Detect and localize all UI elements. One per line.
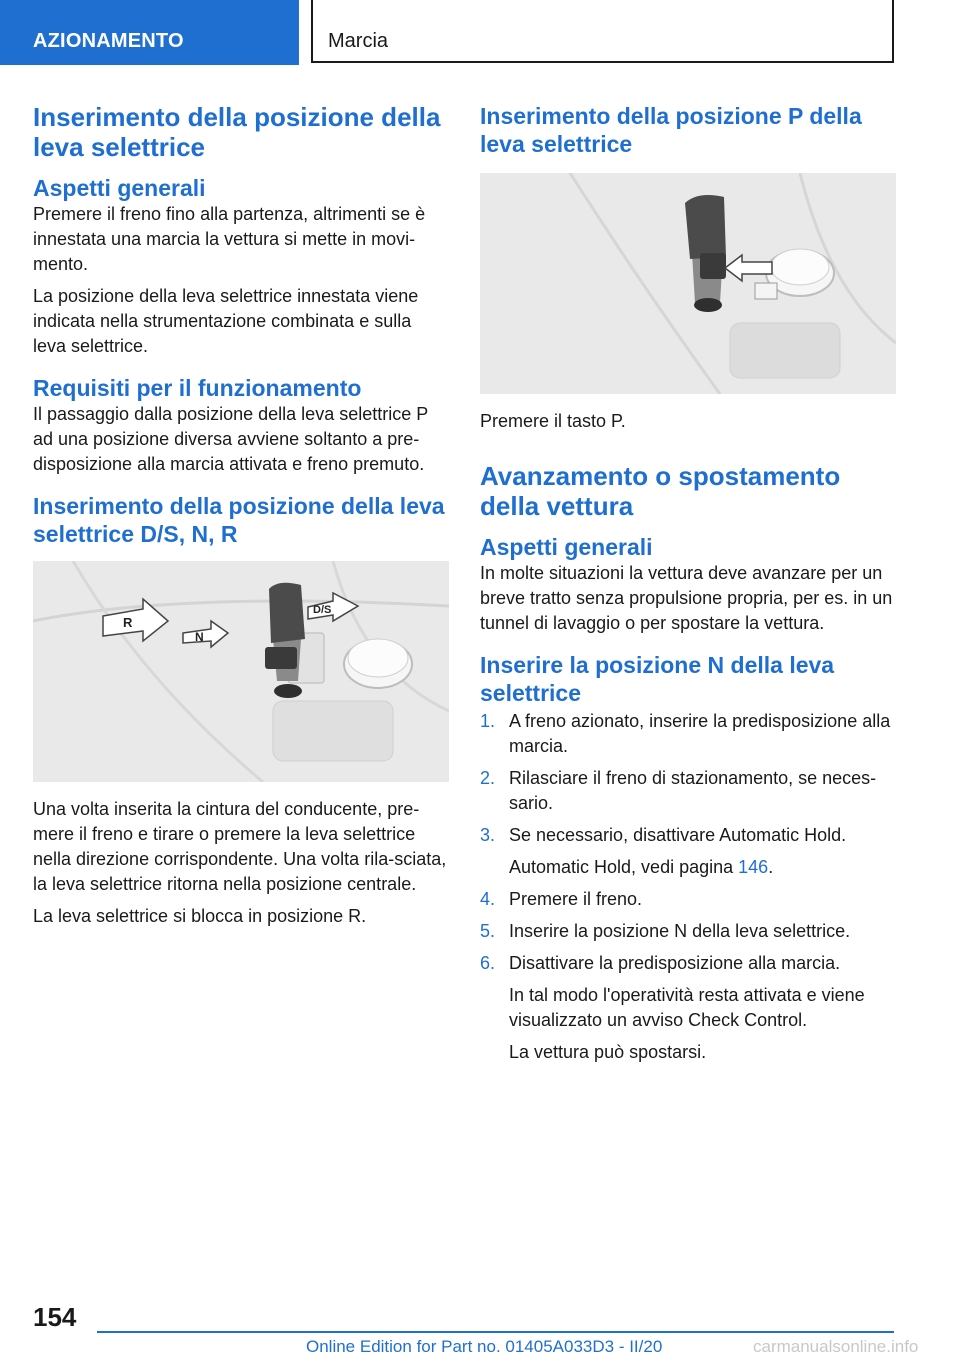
- step-text: Premere il freno.: [509, 889, 643, 909]
- section-heading-selector: Inserimento della posizione della leva selettrice: [33, 102, 441, 162]
- heading-dsnr: Inserimento della posizione della leva selettrice D/S, N, R: [33, 493, 445, 547]
- step-item: [480, 887, 896, 912]
- label-r: R: [123, 615, 133, 630]
- step-item: [480, 766, 896, 816]
- label-n: N: [195, 630, 204, 644]
- footer-watermark: carmanualsonline.info: [753, 1337, 919, 1356]
- step-text: Se necessario, disattivare Automatic Hold.: [509, 825, 847, 845]
- paragraph-general-1: Premere il freno fino alla partenza, altrimenti se è innestata una marcia la vettura si mette in movi‐mento.: [33, 204, 426, 274]
- heading-moving-general: Aspetti generali: [480, 534, 653, 560]
- step-note-suffix: .: [768, 857, 774, 877]
- page-number: 154: [33, 1302, 77, 1332]
- step-number: 4.: [480, 889, 496, 909]
- step-text: Disattivare la predisposizione alla marcia.: [509, 953, 841, 973]
- step-number: 3.: [480, 825, 496, 845]
- step-number: 1.: [480, 711, 496, 731]
- gear-selector-dsnr-illustration: [33, 561, 449, 782]
- step-text: Rilasciare il freno di stazionamento, se neces‐sario.: [509, 768, 877, 813]
- step-text: A freno azionato, inserire la predisposizione alla marcia.: [509, 711, 891, 756]
- section-heading-moving: Avanzamento o spostamento della vettura: [480, 461, 841, 521]
- footer-divider: [97, 1331, 894, 1333]
- steps-list: [480, 709, 896, 1065]
- step-note: La vettura può spostarsi.: [509, 1042, 707, 1062]
- step-item: [480, 919, 896, 944]
- heading-neutral: Inserire la posizione N della leva selettrice: [480, 652, 835, 706]
- footer-edition: Online Edition for Part no. 01405A033D3 - II/20: [306, 1337, 663, 1356]
- step-number: 5.: [480, 921, 496, 941]
- paragraph-general-2: La posizione della leva selettrice innestata viene indicata nella strumentazione combinata e sulla leva selettrice.: [33, 286, 419, 356]
- step-note: [509, 855, 896, 880]
- step-note: In tal modo l'operatività resta attivata e viene visualizzato un avviso Check Control.: [509, 985, 865, 1030]
- heading-requirements: Requisiti per il funzionamento: [33, 375, 362, 401]
- paragraph-moving-general: In molte situazioni la vettura deve avanzare per un breve tratto senza propulsione propria, per es. in un tunnel di lavaggio o per spostare la vettura.: [480, 563, 893, 633]
- step-item: [480, 823, 896, 880]
- section-title: AZIONAMENTO: [33, 30, 184, 52]
- chapter-title: Marcia: [328, 30, 389, 52]
- step-number: 6.: [480, 953, 496, 973]
- step-note-text: Automatic Hold, vedi pagina: [509, 857, 739, 877]
- left-column: [33, 102, 449, 929]
- step-number: 2.: [480, 768, 496, 788]
- page-link-146[interactable]: 146: [738, 857, 769, 877]
- caption-press-p: Premere il tasto P.: [480, 411, 626, 431]
- heading-park-position: Inserimento della posizione P della leva selettrice: [480, 103, 862, 157]
- chapter-box: [311, 0, 894, 63]
- step-item: [480, 951, 896, 1065]
- right-column: [480, 102, 896, 1065]
- gear-selector-park-illustration: [480, 173, 896, 394]
- heading-general: Aspetti generali: [33, 175, 206, 201]
- paragraph-dsnr-1: Una volta inserita la cintura del conducente, pre‐mere il freno e tirare o premere la leva selettrice nella direzione corrispondente. Una volta rila‐sciata, la leva selettrice ritorna nella posizione centrale.: [33, 799, 447, 894]
- paragraph-requirements: Il passaggio dalla posizione della leva selettrice P ad una posizione diversa avviene soltanto a pre‐disposizione alla marcia attivata e freno premuto.: [33, 404, 428, 474]
- section-tab: [0, 0, 299, 65]
- step-item: [480, 709, 896, 759]
- label-ds: D/S: [313, 604, 332, 616]
- step-text: Inserire la posizione N della leva selettrice.: [509, 921, 851, 941]
- paragraph-dsnr-2: La leva selettrice si blocca in posizione R.: [33, 906, 367, 926]
